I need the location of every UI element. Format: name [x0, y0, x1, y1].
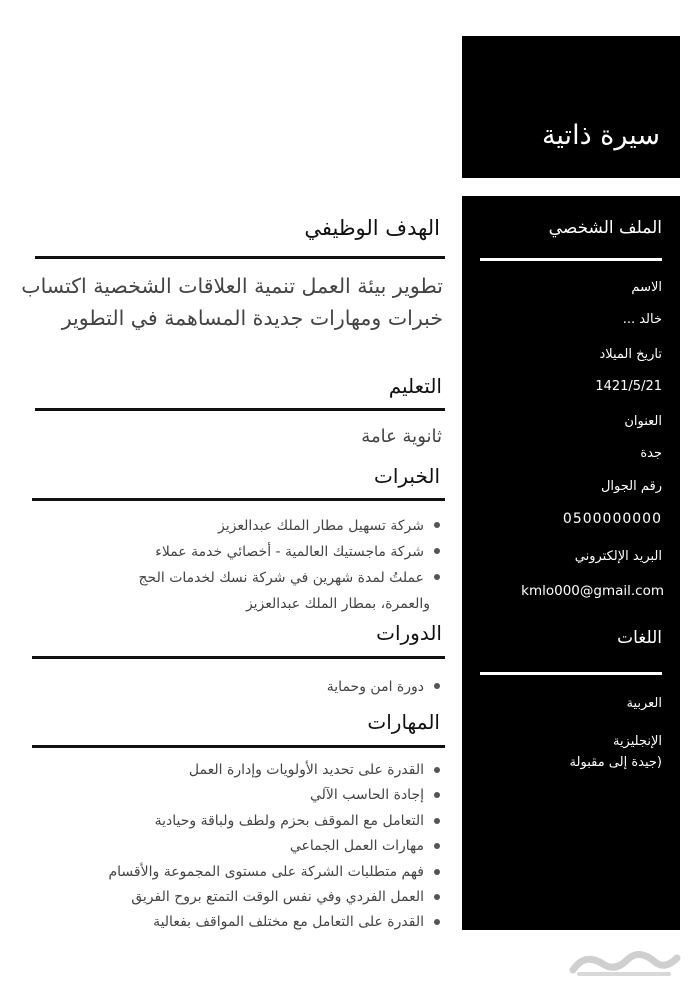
skills-list: [109, 758, 443, 936]
haraj-logo-icon: [565, 940, 685, 982]
list-item: دورة امن وحماية: [327, 674, 442, 700]
name-label: الاسم: [631, 280, 662, 295]
bullet-icon: [434, 843, 440, 849]
bullet-icon: [434, 548, 440, 554]
objective-divider: [35, 256, 445, 259]
bullet-icon: [434, 869, 440, 875]
courses-heading: الدورات: [376, 621, 442, 645]
objective-text: تطوير بيئة العمل تنمية العلاقات الشخصية اكتساب خبرات ومهارات جديدة المساهمة في التطوير: [21, 274, 443, 330]
email-value: kmlo000@gmail.com: [521, 583, 664, 599]
bullet-icon: [434, 818, 440, 824]
bullet-icon: [434, 894, 440, 900]
sidebar: [462, 196, 680, 930]
address-value: جدة: [640, 446, 662, 461]
email-label: البريد الإلكتروني: [574, 549, 662, 564]
language-english-level: (جيدة إلى مقبولة: [569, 755, 662, 770]
skills-divider: [32, 745, 445, 748]
list-item: القدرة على تحديد الأولويات وإدارة العمل: [109, 758, 443, 783]
address-label: العنوان: [624, 414, 662, 429]
bullet-icon: [434, 919, 440, 925]
profile-heading: الملف الشخصي: [548, 218, 662, 238]
dob-label: تاريخ الميلاد: [599, 347, 662, 362]
list-item: العمل الفردي وفي نفس الوقت التمتع بروح الفريق: [109, 885, 443, 910]
list-item: القدرة على التعامل مع مختلف المواقف بفعالية: [109, 910, 443, 935]
skills-heading: المهارات: [367, 710, 440, 734]
experience-list: [139, 513, 442, 617]
phone-value: 0500000000: [562, 511, 662, 527]
language-english: الإنجليزية: [612, 734, 662, 749]
name-value: خالد ...: [622, 312, 662, 327]
list-item: إجادة الحاسب الآلي: [109, 783, 443, 808]
list-item: شركة تسهيل مطار الملك عبدالعزيز: [139, 513, 442, 539]
language-arabic: العربية: [626, 696, 662, 711]
education-value: ثانوية عامة: [361, 426, 442, 447]
list-item: التعامل مع الموقف بحزم ولطف ولباقة وحيادية: [109, 809, 443, 834]
list-item: والعمرة، بمطار الملك عبدالعزيز: [245, 596, 430, 612]
page-title: سيرة ذاتية: [541, 120, 660, 151]
list-item: فهم متطلبات الشركة على مستوى المجموعة والأقسام: [109, 860, 443, 885]
objective-heading: الهدف الوظيفي: [304, 216, 440, 240]
list-item: عملتُ لمدة شهرين في شركة نسك لخدمات الحج: [139, 565, 442, 591]
list-item: شركة ماجستيك العالمية - أخصائي خدمة عملاء: [139, 539, 442, 565]
courses-divider: [32, 656, 445, 659]
profile-divider: [480, 258, 662, 261]
education-heading: التعليم: [388, 374, 442, 398]
list-item: مهارات العمل الجماعي: [109, 834, 443, 859]
dob-value: 1421/5/21: [595, 379, 662, 394]
bullet-icon: [434, 574, 440, 580]
bullet-icon: [434, 522, 440, 528]
bullet-icon: [434, 683, 440, 689]
bullet-icon: [434, 767, 440, 773]
languages-divider: [480, 672, 662, 675]
languages-heading: اللغات: [617, 628, 662, 648]
courses-list: [327, 674, 442, 700]
title-box: [462, 36, 680, 178]
phone-label: رقم الجوال: [600, 479, 662, 494]
experience-divider: [32, 498, 445, 501]
experience-heading: الخبرات: [373, 464, 440, 488]
bullet-icon: [434, 792, 440, 798]
education-divider: [35, 408, 445, 411]
